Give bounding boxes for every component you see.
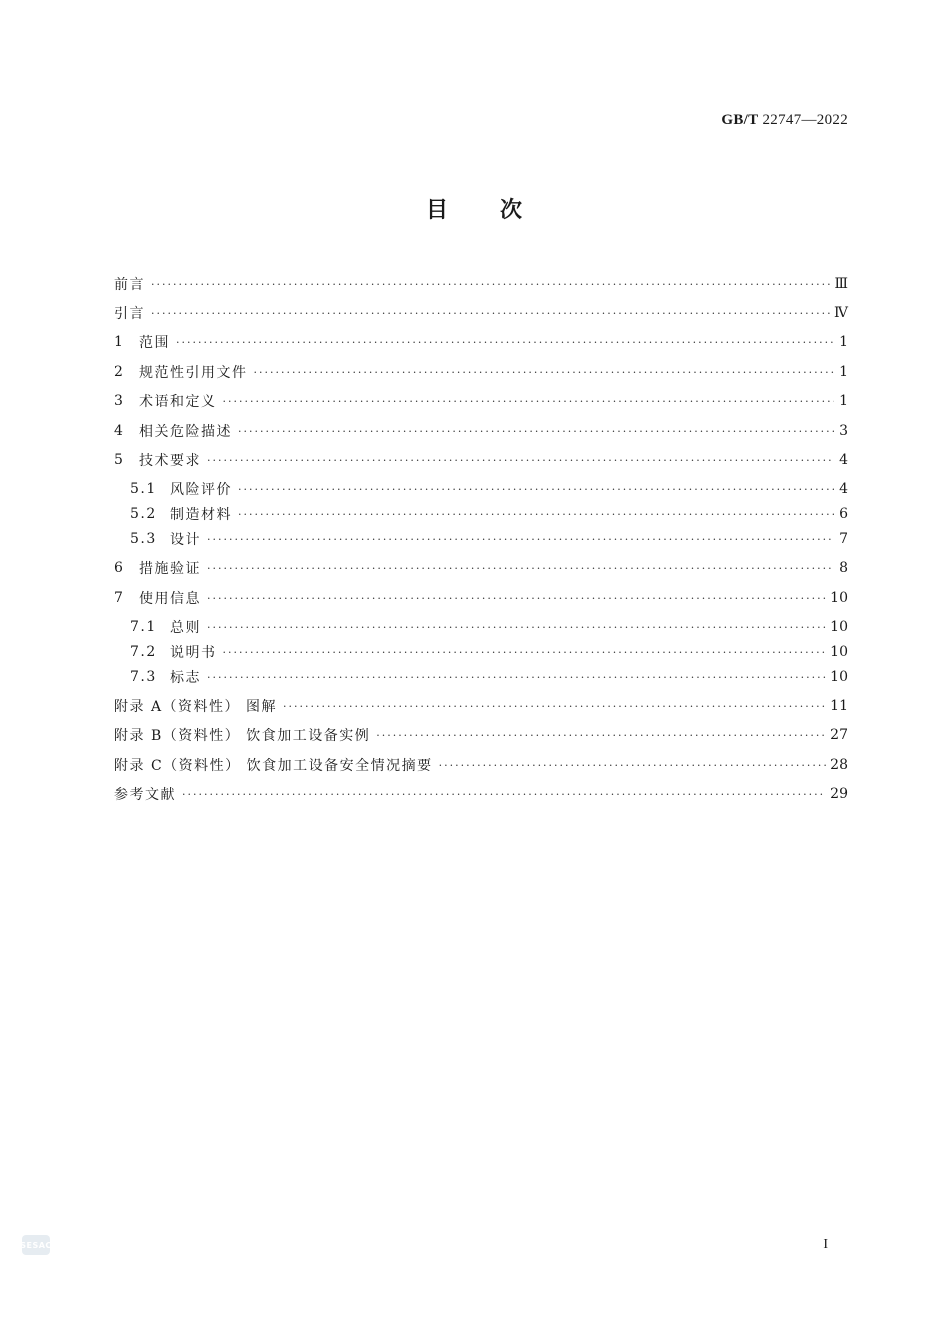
toc-page: 10 [830,590,848,606]
toc-entry-4[interactable] [114,419,848,443]
toc-number: 2 [114,364,125,380]
standard-prefix: GB/T [721,112,759,128]
toc-number: 4 [114,423,125,439]
toc-page: 27 [830,727,848,743]
toc-label: 附录 B（资料性） 饮食加工设备实例 [114,728,371,744]
toc-page: 10 [830,619,848,635]
publisher-logo: SESAC [22,1235,50,1255]
toc-entry-annex-b[interactable] [114,723,848,747]
toc-label: 附录 C（资料性） 饮食加工设备安全情况摘要 [114,758,433,774]
toc-page: 28 [830,757,848,773]
toc-label: 规范性引用文件 [139,365,248,381]
toc-label: 术语和定义 [139,394,217,410]
toc-entry-7-2[interactable] [130,640,848,664]
toc-page: 10 [830,669,848,685]
toc-number: 5.2 [130,506,157,522]
toc-number: 7.3 [130,669,157,685]
dot-leader [376,729,826,742]
dot-leader [283,700,826,713]
toc-label: 标志 [170,670,201,686]
toc-entry-foreword[interactable] [114,272,848,296]
toc-label: 风险评价 [170,482,232,498]
toc-entry-7-3[interactable] [130,665,848,689]
toc-label: 技术要求 [139,453,201,469]
standard-code [721,112,848,129]
dot-leader [207,562,834,575]
dot-leader [207,454,834,467]
toc-page: 3 [839,423,848,439]
toc-number: 3 [114,393,125,409]
toc-label: 范围 [139,335,170,351]
toc-page: 1 [839,393,848,409]
toc-label: 设计 [170,532,201,548]
toc-entry-3[interactable] [114,389,848,413]
toc-page: 11 [830,698,848,714]
toc-label: 相关危险描述 [139,424,232,440]
toc-page: 4 [839,452,848,468]
toc-label: 附录 A（资料性） 图解 [114,699,278,715]
toc-number: 5.1 [130,481,157,497]
toc-label: 前言 [114,277,145,293]
dot-leader [176,336,834,349]
dot-leader [254,366,835,379]
toc-title [0,193,950,224]
toc-number: 6 [114,560,125,576]
toc-entry-5-1[interactable] [130,477,848,501]
toc-entry-5[interactable] [114,448,848,472]
toc-number: 7 [114,590,125,606]
dot-leader [439,759,827,772]
toc-page: 6 [839,506,848,522]
toc-number: 7.1 [130,619,157,635]
toc-number: 7.2 [130,644,157,660]
toc-page: 4 [839,481,848,497]
toc-title-char-2: 次 [500,198,525,223]
toc-entry-6[interactable] [114,556,848,580]
toc-label: 参考文献 [114,787,176,803]
toc-entry-2[interactable] [114,360,848,384]
toc-entry-introduction[interactable] [114,301,848,325]
toc-entry-7-1[interactable] [130,615,848,639]
toc-entry-annex-c[interactable] [114,753,848,777]
toc-entry-1[interactable] [114,330,848,354]
toc-page: 7 [839,531,848,547]
toc-label: 使用信息 [139,591,201,607]
toc-entry-annex-a[interactable] [114,694,848,718]
page-number: I [823,1237,828,1252]
toc-entry-bibliography[interactable] [114,782,848,806]
toc-page: 10 [830,644,848,660]
toc-number: 5.3 [130,531,157,547]
toc-entry-7[interactable] [114,586,848,610]
dot-leader [238,425,834,438]
dot-leader [223,395,835,408]
toc-title-char-1: 目 [425,198,450,223]
dot-leader [182,788,826,801]
dot-leader [238,508,834,521]
toc-label: 说明书 [170,645,217,661]
toc-entry-5-2[interactable] [130,502,848,526]
dot-leader [207,592,826,605]
toc-page: 1 [839,334,848,350]
dot-leader [207,533,834,546]
toc-label: 制造材料 [170,507,232,523]
toc-label: 措施验证 [139,561,201,577]
toc-page: 1 [839,364,848,380]
toc-number: 5 [114,452,125,468]
dot-leader [207,621,826,634]
dot-leader [223,646,827,659]
dot-leader [207,671,826,684]
dot-leader [151,278,830,291]
dot-leader [238,483,834,496]
standard-number: 22747—2022 [762,112,848,128]
toc-page: 29 [830,786,848,802]
dot-leader [151,307,830,320]
toc-page: 8 [839,560,848,576]
toc-entry-5-3[interactable] [130,527,848,551]
toc-number: 1 [114,334,125,350]
toc-page: Ⅲ [834,276,848,292]
toc-label: 引言 [114,306,145,322]
toc-label: 总则 [170,620,201,636]
toc-page: Ⅳ [834,305,848,321]
